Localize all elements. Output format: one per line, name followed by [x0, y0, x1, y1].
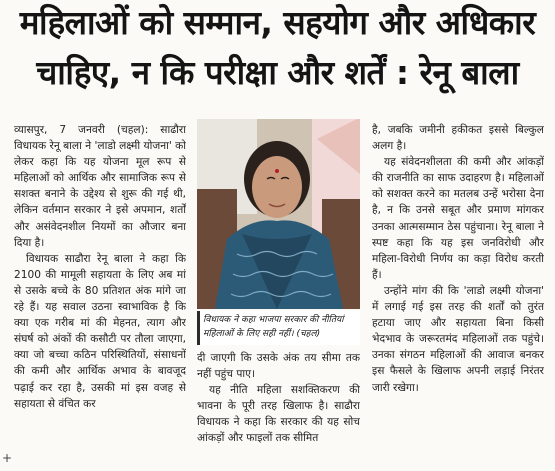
portrait-illustration: [197, 119, 360, 309]
headline-line-2: चाहिए, न कि परीक्षा और शर्तें : रेनू बाला: [36, 53, 519, 92]
mla-photo: [197, 119, 360, 309]
paragraph-3: दी जाएगी कि उसके अंक तय सीमा तक नहीं पहुंच पाए।: [197, 352, 360, 381]
paragraph-5: है, जबकि जमीनी हकीकत इससे बिल्कुल अलग है।: [372, 124, 544, 153]
article-column-3: [372, 122, 544, 470]
article-column-2: [197, 350, 360, 470]
crop-mark: +: [2, 451, 13, 465]
paragraph-2: विधायक साढौरा रेनू बाला ने कहा कि 2100 की मामूली सहायता के लिए अब मां से उसके बच्चे के 80 प्रतिशत अंक मांगे जा रहे हैं। यह सवाल उठना स्वाभाविक है कि क्या एक गरीब मां की मेहनत, त्याग और संघर्ष को अंकों की कसौटी पर तौला जाएगा, क्या जो बच्चा कठिन परिस्थितियों, संसाधनों की कमी और आर्थिक अभाव के बावजूद पढ़ाई कर रहा है, उसकी मां इस वजह से सहायता से वंचित कर: [14, 252, 186, 410]
paragraph-4: यह नीति महिला सशक्तिकरण की भावना के पूरी तरह खिलाफ है। साढौरा विधायक ने कहा कि सरकार की यह सोच आंकड़ों और फाइलों तक सीमित: [197, 384, 360, 445]
article-column-1: [14, 122, 186, 470]
headline-line-1: महिलाओं को सम्मान, सहयोग और अधिकार: [19, 3, 536, 42]
paragraph-7: उन्होंने मांग की कि 'लाडो लक्ष्मी योजना' में लगाई गई इस तरह की शर्तों को तुरंत हटाया जाए और सहायता बिना किसी भेदभाव के जरूरतमंद महिलाओं तक पहुंचे। उनका संगठन महिलाओं की आवाज बनकर इस फैसले के खिलाफ अपनी लड़ाई निरंतर जारी रखेगा।: [372, 284, 544, 394]
photo-caption: विधायक ने कहा भाजपा सरकार की नीतियां महिलाओं के लिए सही नहीं। (चहल): [197, 311, 360, 345]
paragraph-6: यह संवेदनशीलता की कमी और आंकड़ों की राजनीति का साफ उदाहरण है। महिलाओं को सशक्त करने का मतलब उन्हें भरोसा देना है, न कि उनसे सबूत और प्रमाण मांगकर उनका आत्मसम्मान ठेस पहुंचाना। रेनू बाला ने स्पष्ट कहा कि यह इस जनविरोधी और महिला-विरोधी निर्णय का कड़ा विरोध करती हैं।: [372, 156, 544, 281]
paragraph-1: व्यासपुर, 7 जनवरी (चहल): साढौरा विधायक रेनू बाला ने 'लाडो लक्ष्मी योजना' को लेकर कहा कि यह योजना मूल रूप से महिलाओं को आर्थिक और सामाजिक रूप से सशक्त बनाने के उद्देश्य से शुरू की गई थी, लेकिन वर्तमान सरकार ने इसे अपमान, शर्तों और असंवेदनशील नियमों का औजार बना दिया है।: [14, 124, 186, 249]
